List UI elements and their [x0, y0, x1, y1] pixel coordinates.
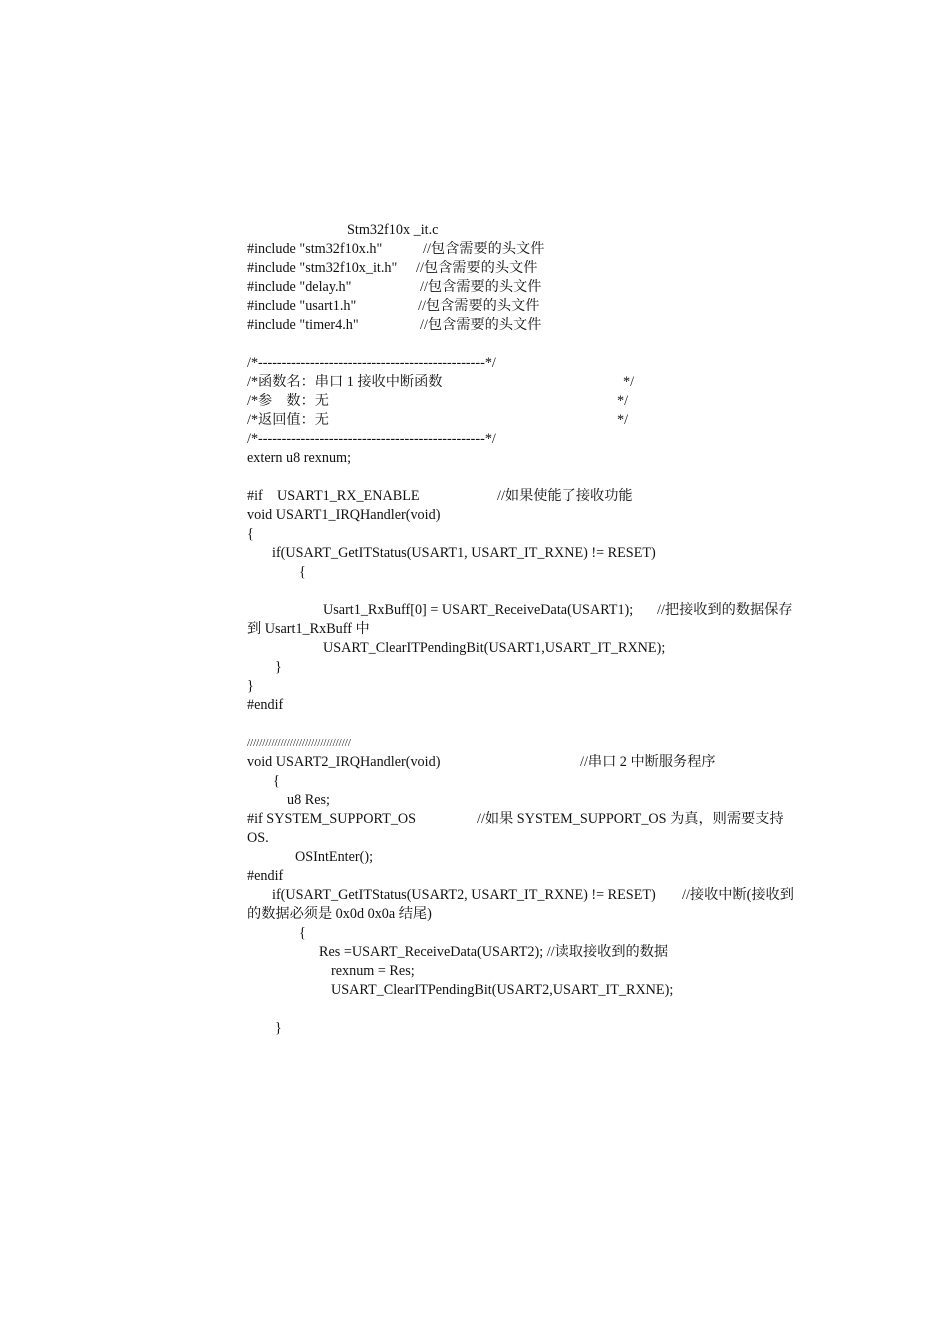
code-line: #endif: [247, 868, 284, 884]
code-line: {: [247, 526, 254, 542]
code-comment-wrap: OS.: [247, 830, 269, 846]
code-line: #include "usart1.h": [247, 298, 357, 314]
code-line: OSIntEnter();: [295, 849, 374, 865]
code-line: /*------------------------------------------------*/: [247, 355, 496, 371]
code-line: {: [273, 773, 280, 789]
code-line: {: [299, 925, 306, 941]
code-line: }: [247, 678, 254, 694]
code-line: /*参 数：无: [247, 393, 329, 409]
code-line: }: [275, 659, 282, 675]
code-line: }: [275, 1020, 282, 1036]
code-line: #include "stm32f10x_it.h": [247, 260, 398, 276]
code-line: USART_ClearITPendingBit(USART2,USART_IT_RXNE);: [331, 982, 674, 998]
code-line: /*返回值：无: [247, 412, 329, 428]
code-comment: //如果使能了接收功能: [497, 488, 633, 504]
code-line: #include "stm32f10x.h": [247, 241, 383, 257]
code-comment-wrap: 到 Usart1_RxBuff 中: [247, 621, 370, 637]
code-line: Usart1_RxBuff[0] = USART_ReceiveData(USART1);: [323, 602, 634, 618]
code-comment: //如果 SYSTEM_SUPPORT_OS 为真，则需要支持: [477, 811, 784, 827]
code-line: #include "delay.h": [247, 279, 352, 295]
code-line: #if SYSTEM_SUPPORT_OS: [247, 811, 417, 827]
code-line: /*函数名：串口 1 接收中断函数: [247, 374, 443, 390]
code-line: USART_ClearITPendingBit(USART1,USART_IT_RXNE);: [323, 640, 666, 656]
code-line: /*------------------------------------------------*/: [247, 431, 496, 447]
code-comment: //包含需要的头文件: [418, 298, 540, 314]
code-line: void USART1_IRQHandler(void): [247, 507, 441, 523]
code-line: if(USART_GetITStatus(USART2, USART_IT_RXNE) != RESET): [272, 887, 656, 903]
code-comment: //串口 2 中断服务程序: [580, 754, 716, 770]
code-comment-end: */: [617, 393, 629, 409]
code-comment: //包含需要的头文件: [416, 260, 538, 276]
code-comment: //包含需要的头文件: [420, 317, 542, 333]
code-comment: //接收中断(接收到: [682, 887, 794, 903]
code-line: u8 Res;: [287, 792, 330, 808]
code-line: #include "timer4.h": [247, 317, 359, 333]
code-line: Res =USART_ReceiveData(USART2); //读取接收到的数据: [319, 944, 669, 960]
code-line: if(USART_GetITStatus(USART1, USART_IT_RXNE) != RESET): [272, 545, 656, 561]
code-comment-wrap: 的数据必须是 0x0d 0x0a 结尾): [247, 906, 432, 922]
code-comment-end: */: [623, 374, 635, 390]
code-line: #endif: [247, 697, 284, 713]
code-line: {: [299, 564, 306, 580]
code-line: extern u8 rexnum;: [247, 450, 352, 466]
file-title: Stm32f10x _it.c: [347, 222, 439, 238]
code-comment: //把接收到的数据保存: [657, 602, 793, 618]
code-comment-end: */: [617, 412, 629, 428]
code-comment: //包含需要的头文件: [423, 241, 545, 257]
code-line: void USART2_IRQHandler(void): [247, 754, 441, 770]
code-line: rexnum = Res;: [331, 963, 415, 979]
code-line: #if USART1_RX_ENABLE: [247, 488, 420, 504]
code-separator: //////////////////////////////////: [247, 737, 351, 749]
code-comment: //包含需要的头文件: [420, 279, 542, 295]
